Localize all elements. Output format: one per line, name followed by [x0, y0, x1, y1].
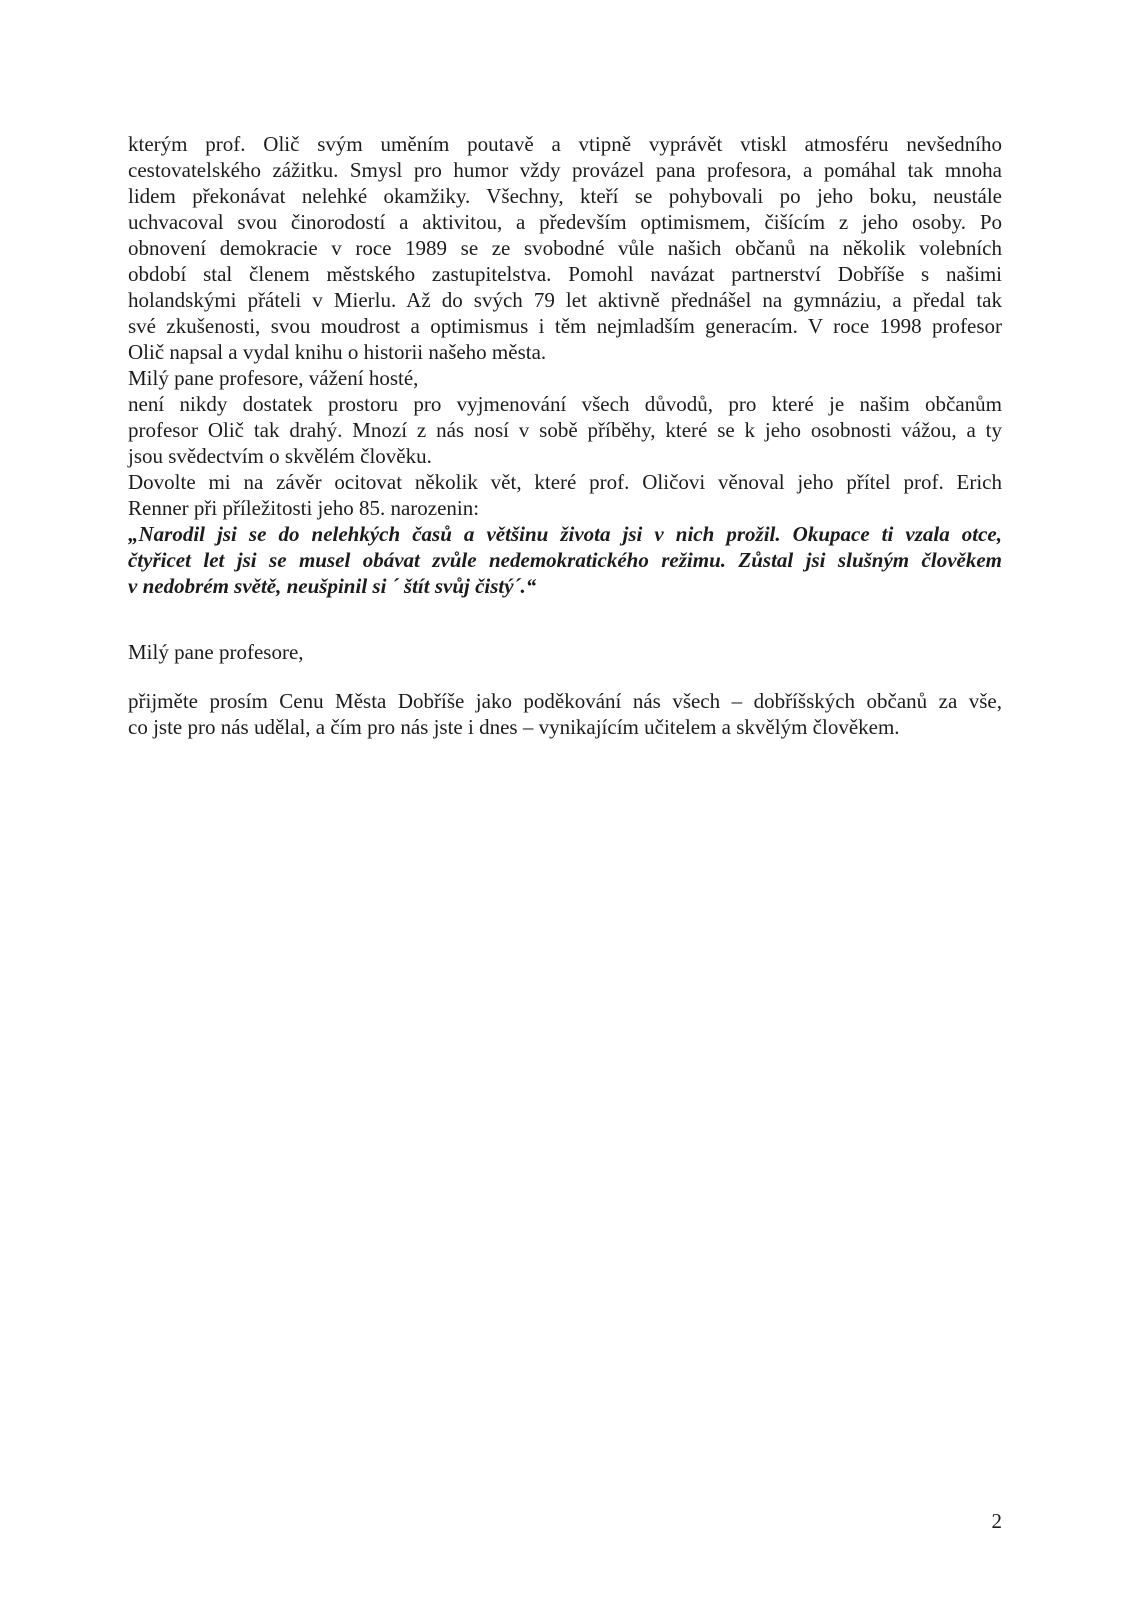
paragraph-2	[128, 365, 1002, 469]
quote-line: v nedobrém světě, neušpinil si ´ štít svůj čistý´.“	[128, 574, 537, 598]
closing-paragraph	[128, 688, 1002, 740]
text-line: holandskými přáteli v Mierlu. Až do svých 79 let aktivně přednášel na gymnáziu, a předal tak	[128, 288, 1002, 312]
text-line: lidem překonávat nelehké okamžiky. Všechny, kteří se pohybovali po jeho boku, neustále	[128, 184, 1002, 208]
text-line: období stal členem městského zastupitelstva. Pomohl navázat partnerství Dobříše s našimi	[128, 262, 1002, 286]
text-line: Dovolte mi na závěr ocitovat několik vět, které prof. Oličovi věnoval jeho přítel prof. Erich	[128, 470, 1002, 494]
page-number: 2	[991, 1509, 1002, 1533]
text-line: uchvacoval svou činorodostí a aktivitou, a především optimismem, čišícím z jeho osoby. Po	[128, 210, 1002, 234]
salutation	[128, 639, 1002, 665]
text-line: jsou svědectvím o skvělém člověku.	[128, 444, 432, 468]
document-body	[128, 131, 1002, 740]
text-line: Milý pane profesore,	[128, 640, 304, 664]
text-line: Milý pane profesore, vážení hosté,	[128, 366, 419, 390]
text-line: není nikdy dostatek prostoru pro vyjmenování všech důvodů, pro které je našim občanům	[128, 392, 1002, 416]
text-line: profesor Olič tak drahý. Mnozí z nás nosí v sobě příběhy, které se k jeho osobnosti vážou, a ty	[128, 418, 1002, 442]
text-line: Olič napsal a vydal knihu o historii našeho města.	[128, 340, 547, 364]
text-line: kterým prof. Olič svým uměním poutavě a vtipně vyprávět vtiskl atmosféru nevšedního	[128, 132, 1002, 156]
quote-line: čtyřicet let jsi se musel obávat zvůle nedemokratického režimu. Zůstal jsi slušným člověkem	[128, 548, 1002, 572]
text-line: cestovatelského zážitku. Smysl pro humor vždy provázel pana profesora, a pomáhal tak mnoha	[128, 158, 1002, 182]
text-line: obnovení demokracie v roce 1989 se ze svobodné vůle našich občanů na několik volebních	[128, 236, 1002, 260]
paragraph-1	[128, 131, 1002, 365]
text-line: Renner při příležitosti jeho 85. narozenin:	[128, 496, 480, 520]
text-line: co jste pro nás udělal, a čím pro nás jste i dnes – vynikajícím učitelem a skvělým člověkem.	[128, 715, 900, 739]
paragraph-3	[128, 469, 1002, 521]
quotation-paragraph	[128, 521, 1002, 599]
text-line: přijměte prosím Cenu Města Dobříše jako poděkování nás všech – dobříšských občanů za vše,	[128, 689, 1002, 713]
text-line: své zkušenosti, svou moudrost a optimismus i těm nejmladším generacím. V roce 1998 profesor	[128, 314, 1002, 338]
quote-line: „Narodil jsi se do nelehkých časů a většinu života jsi v nich prožil. Okupace ti vzala otce,	[128, 522, 1002, 546]
